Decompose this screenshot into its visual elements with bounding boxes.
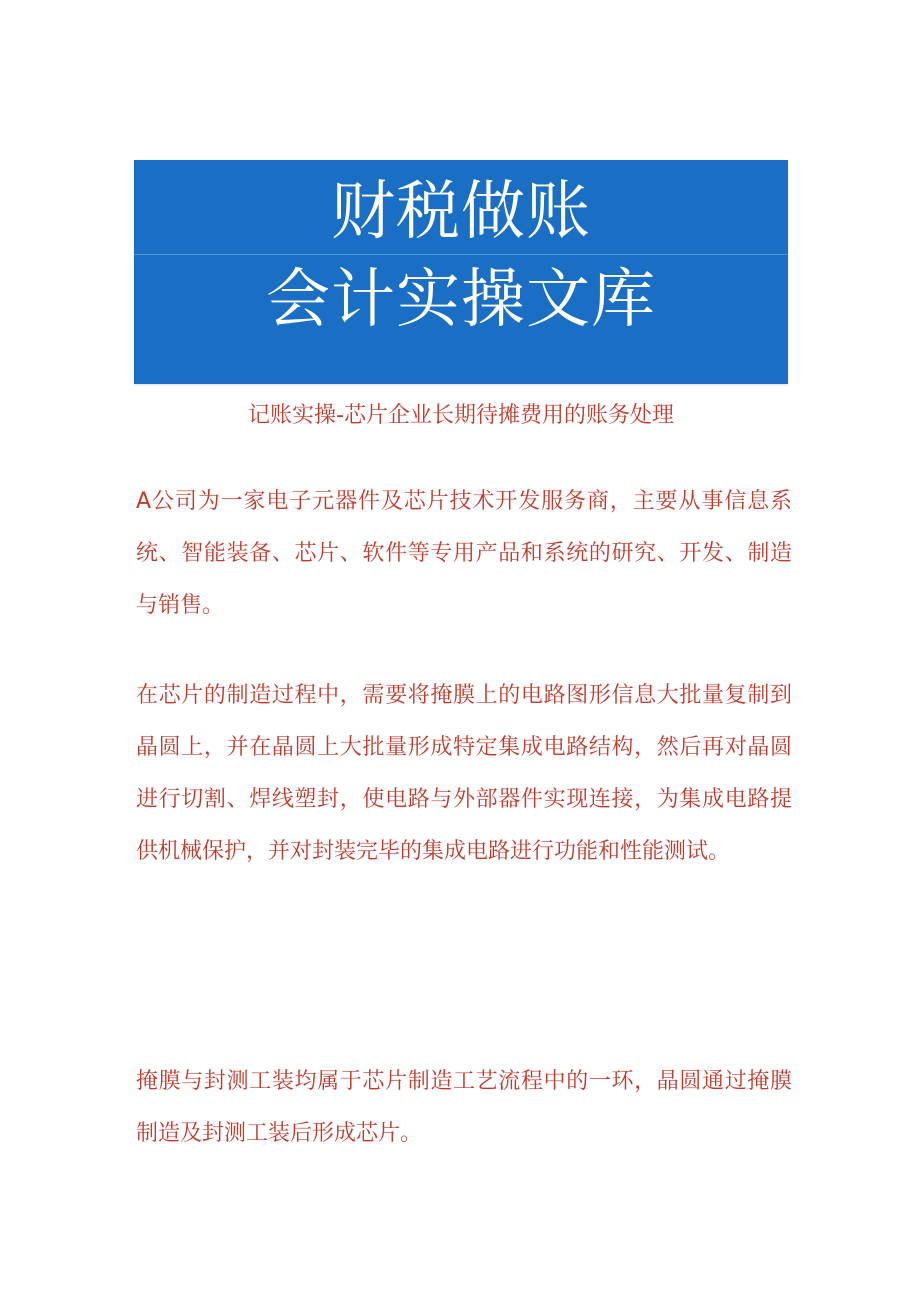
banner-divider bbox=[134, 254, 788, 255]
title-banner bbox=[134, 160, 788, 384]
paragraph-company-intro: A公司为一家电子元器件及芯片技术开发服务商，主要从事信息系统、智能装备、芯片、软件等专用产品和系统的研究、开发、制造与销售。 bbox=[136, 489, 792, 618]
paragraph-mask-and-packaging: 掩膜与封测工装均属于芯片制造工艺流程中的一环，晶圆通过掩膜制造及封测工装后形成芯片。 bbox=[136, 1069, 792, 1146]
paragraph-manufacturing-process: 在芯片的制造过程中，需要将掩膜上的电路图形信息大批量复制到晶圆上，并在晶圆上大批量形成特定集成电路结构，然后再对晶圆进行切割、焊线塑封，使电路与外部器件实现连接，为集成电路提供机械保护，并对封装完毕的集成电路进行功能和性能测试。 bbox=[136, 683, 792, 864]
document-subtitle: 记账实操-芯片企业长期待摊费用的账务处理 bbox=[248, 403, 674, 428]
banner-title-line1: 财税做账 bbox=[331, 175, 591, 249]
banner-title-line2: 会计实操文库 bbox=[266, 263, 656, 337]
